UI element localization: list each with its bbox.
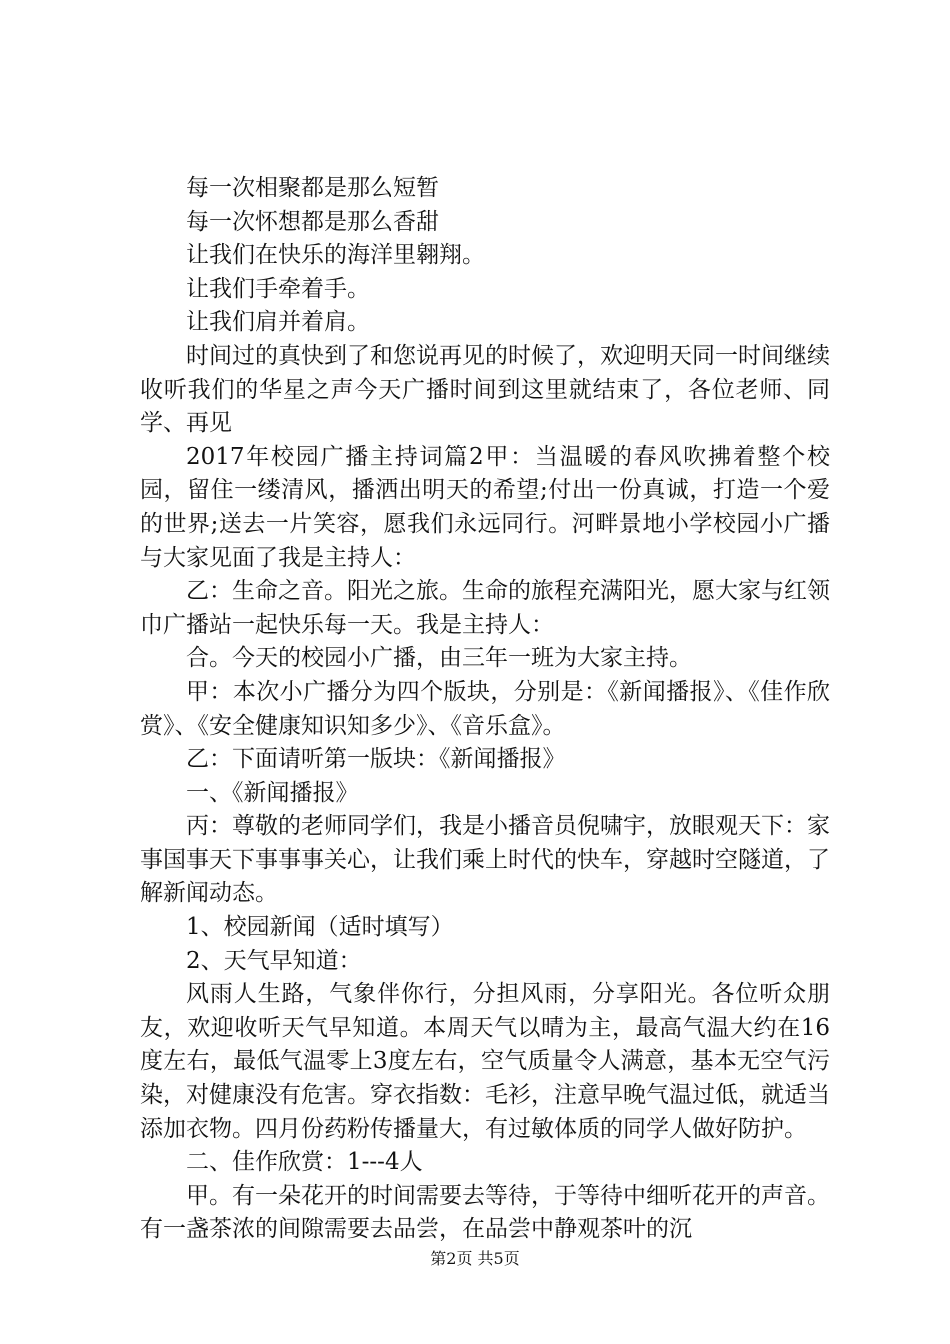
paragraph: 时间过的真快到了和您说再见的时候了，欢迎明天同一时间继续收听我们的华星之声今天广播时间到这里就结束了，各位老师、同学、再见 <box>140 342 830 437</box>
paragraph: 乙：生命之音。阳光之旅。生命的旅程充满阳光，愿大家与红领巾广播站一起快乐每一天。我是主持人： <box>140 578 830 638</box>
paragraph: 甲。有一朵花开的时间需要去等待，于等待中细听花开的声音。有一盏茶浓的间隙需要去品尝，在品尝中静观茶叶的沉 <box>140 1182 830 1243</box>
paragraph: 每一次怀想都是那么香甜 <box>186 208 439 235</box>
list-item: 1、校园新闻（适时填写） <box>186 914 454 941</box>
paragraph: 风雨人生路，气象伴你行，分担风雨，分享阳光。各位听众朋友，欢迎收听天气早知道。本周天气以晴为主，最高气温大约在16度左右，最低气温零上3度左右，空气质量令人满意，基本无空气污染，对健康没有危害。穿衣指数：毛衫，注意早晚气温过低，就适当添加衣物。四月份药粉传播量大，有过敏体质的同学人做好防护。 <box>140 981 830 1142</box>
paragraph: 2017年校园广播主持词篇2甲：当温暖的春风吹拂着整个校园，留住一缕清风，播洒出明天的希望;付出一份真诚，打造一个爱的世界;送去一片笑容，愿我们永远同行。河畔景地小学校园小广播与大家见面了我是主持人： <box>140 443 830 571</box>
paragraph: 让我们手牵着手。 <box>186 275 370 302</box>
section-heading: 一、《新闻播报》 <box>186 779 359 806</box>
page-number-footer: 第2页 共5页 <box>430 1249 520 1268</box>
paragraph: 丙：尊敬的老师同学们，我是小播音员倪啸宇，放眼观天下：家事国事天下事事事关心，让我们乘上时代的快车，穿越时空隧道，了解新闻动态。 <box>140 813 830 907</box>
paragraph: 合。今天的校园小广播，由三年一班为大家主持。 <box>186 645 692 672</box>
paragraph: 甲：本次小广播分为四个版块，分别是：《新闻播报》、《佳作欣赏》、《安全健康知识知多少》、《音乐盒》。 <box>140 678 830 739</box>
paragraph: 每一次相聚都是那么短暂 <box>186 175 439 201</box>
document-body <box>140 172 830 1247</box>
section-heading: 二、佳作欣赏：1---4人 <box>186 1149 423 1176</box>
paragraph: 乙：下面请听第一版块：《新闻播报》 <box>186 746 566 773</box>
paragraph: 让我们在快乐的海洋里翱翔。 <box>186 242 485 269</box>
list-item: 2、天气早知道： <box>186 947 362 974</box>
paragraph: 让我们肩并着肩。 <box>186 309 370 336</box>
